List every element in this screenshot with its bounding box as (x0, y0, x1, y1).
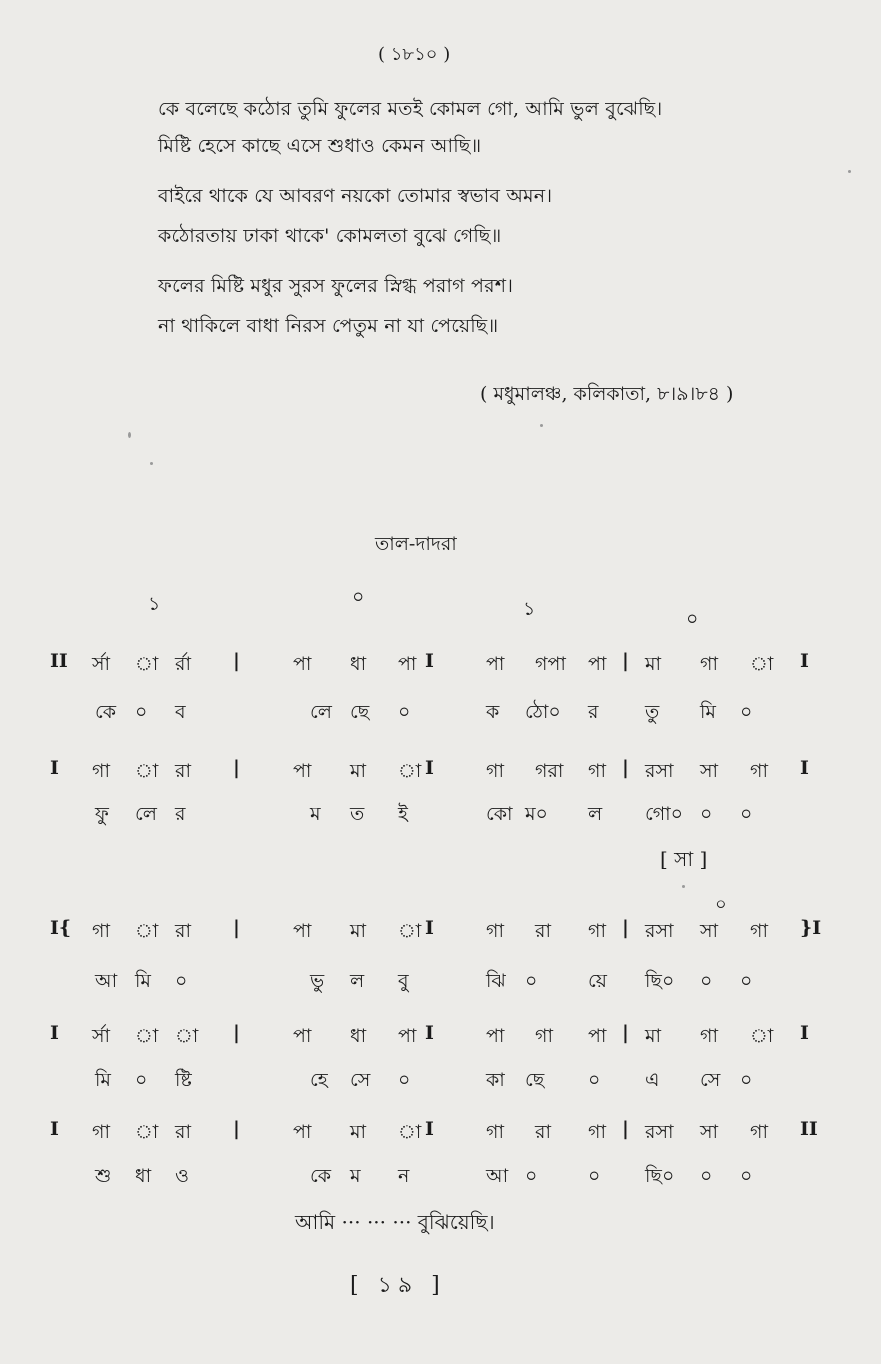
swara-note: রা (175, 1121, 191, 1143)
lyric-syllable: ০ (175, 970, 188, 992)
lyric-line-3: বাইরে থাকে যে আবরণ নয়কো তোমার স্বভাব অমন। (158, 185, 553, 207)
lyric-syllable: ল (350, 970, 365, 992)
swara-note: পা (588, 653, 607, 675)
lyric-syllable: ঠো০ (525, 701, 561, 723)
swara-note: পা (486, 653, 505, 675)
page-header: ( ১৮১০ ) (378, 44, 451, 65)
bar-line: II (50, 650, 68, 672)
lyric-syllable: ছি০ (645, 1165, 675, 1187)
alternate-beat-mark: ০ (715, 894, 727, 915)
lyric-syllable: সে (350, 1069, 371, 1091)
swara-note: রসা (645, 760, 674, 782)
lyric-syllable: ঝি (486, 970, 506, 992)
lyric-syllable: এ (645, 1069, 660, 1091)
paper-speck (848, 170, 851, 173)
swara-note: রা (535, 1121, 551, 1143)
swara-note: গা (535, 1025, 553, 1047)
swara-note: গা (700, 1025, 718, 1047)
bar-line: I (800, 757, 809, 779)
swara-note: া (750, 653, 774, 675)
lyric-syllable: ০ (740, 970, 753, 992)
bar-line: I (50, 1022, 59, 1044)
lyric-syllable-row (0, 698, 881, 728)
lyric-syllable: ০ (740, 803, 753, 825)
page-footer: [ ১৯ ] (350, 1273, 446, 1298)
lyric-syllable: গো০ (645, 803, 684, 825)
bar-line: I (425, 1022, 434, 1044)
lyric-syllable: ভু (310, 970, 325, 992)
swara-note: মা (645, 653, 662, 675)
swara-note: গরা (535, 760, 564, 782)
lyric-syllable: লে (310, 701, 332, 723)
lyric-line-5: ফলের মিষ্টি মধুর সুরস ফুলের স্নিগ্ধ পরাগ পরশ। (158, 275, 514, 297)
swara-note: পা (293, 1121, 312, 1143)
lyric-line-1: কে বলেছে কঠোর তুমি ফুলের মতই কোমল গো, আমি ভুল বুঝেছি। (158, 98, 663, 120)
swara-row (0, 917, 881, 947)
lyric-syllable: ০ (740, 701, 753, 723)
lyric-syllable: ছে (350, 701, 370, 723)
lyric-syllable: ০ (135, 1069, 148, 1091)
swara-note: রা (175, 760, 191, 782)
paper-speck (682, 885, 685, 888)
lyric-syllable: ছি০ (645, 970, 675, 992)
swara-note: রা (175, 920, 191, 942)
swara-note: মা (350, 1121, 367, 1143)
lyric-syllable: ০ (740, 1069, 753, 1091)
bar-line: | (233, 1022, 240, 1044)
bar-line: | (622, 757, 629, 779)
swara-note: ধা (350, 1025, 367, 1047)
lyric-syllable-row (0, 1162, 881, 1192)
swara-note: গা (750, 920, 768, 942)
lyric-syllable: ০ (588, 1069, 601, 1091)
beat-mark: ১ (148, 593, 161, 615)
swara-note: সা (700, 920, 719, 942)
swara-note: পা (293, 1025, 312, 1047)
lyric-syllable: আ (486, 1165, 509, 1187)
lyric-syllable: ধা (135, 1165, 152, 1187)
swara-row (0, 757, 881, 787)
lyric-syllable: ম০ (525, 803, 548, 825)
bar-line: | (622, 1118, 629, 1140)
paper-speck (150, 462, 153, 465)
bar-line: I (425, 917, 434, 939)
lyric-syllable: ০ (525, 970, 538, 992)
beat-mark: ০ (686, 608, 699, 630)
bar-line: | (233, 650, 240, 672)
swara-note: রসা (645, 920, 674, 942)
bar-line: | (622, 650, 629, 672)
swara-note: গা (486, 920, 504, 942)
bar-line: | (233, 917, 240, 939)
lyric-line-4: কঠোরতায় ঢাকা থাকে' কোমলতা বুঝে গেছি॥ (158, 225, 502, 247)
paper-speck (128, 432, 131, 438)
bar-line: I (425, 1118, 434, 1140)
lyric-syllable: মি (700, 701, 716, 723)
lyric-syllable: ০ (740, 1165, 753, 1187)
beat-mark: ১ (523, 598, 536, 620)
swara-note: া (398, 760, 422, 782)
lyric-syllable: কো (486, 803, 513, 825)
paper-speck (540, 424, 543, 427)
swara-note: মা (350, 920, 367, 942)
bar-line: | (233, 757, 240, 779)
swara-note: া (175, 1025, 199, 1047)
swara-note: া (135, 653, 159, 675)
lyric-syllable: বু (398, 970, 409, 992)
lyric-syllable: ছে (525, 1069, 545, 1091)
swara-note: পা (588, 1025, 607, 1047)
lyric-syllable: য়ে (588, 970, 607, 992)
bar-line: }I (800, 917, 822, 939)
lyric-syllable: ম (350, 1165, 361, 1187)
lyric-syllable: ল (588, 803, 603, 825)
lyric-syllable: ক (486, 701, 500, 723)
lyric-syllable: ০ (588, 1165, 601, 1187)
swara-note: গা (486, 1121, 504, 1143)
lyric-syllable: ০ (700, 970, 713, 992)
swara-note: পা (398, 653, 417, 675)
bar-line: I{ (50, 917, 72, 939)
lyric-syllable: ব (175, 701, 186, 723)
lyric-syllable: ফু (95, 803, 109, 825)
swara-note: ধা (350, 653, 367, 675)
lyric-syllable: ই (398, 803, 408, 825)
bar-line: | (622, 1022, 629, 1044)
lyric-syllable: লে (135, 803, 157, 825)
lyric-syllable: ০ (398, 701, 411, 723)
swara-note: মা (350, 760, 367, 782)
swara-note: গা (588, 1121, 606, 1143)
bar-line: | (233, 1118, 240, 1140)
swara-note: া (135, 1025, 159, 1047)
lyric-line-2: মিষ্টি হেসে কাছে এসে শুধাও কেমন আছি॥ (158, 135, 482, 157)
swara-note: মা (645, 1025, 662, 1047)
swara-row (0, 1118, 881, 1148)
lyric-syllable: ০ (700, 803, 713, 825)
swara-note: গা (588, 760, 606, 782)
swara-note: গা (700, 653, 718, 675)
lyric-syllable: সে (700, 1069, 721, 1091)
lyric-syllable: মি (95, 1069, 111, 1091)
swara-note: পা (398, 1025, 417, 1047)
lyric-syllable: শু (95, 1165, 112, 1187)
swara-note: গা (92, 760, 110, 782)
alternate-note: [ সা ] (660, 847, 708, 871)
bar-line: I (50, 757, 59, 779)
lyric-syllable: র (588, 701, 599, 723)
swara-note: সা (700, 760, 719, 782)
lyric-syllable: ষ্টি (175, 1069, 192, 1091)
tala-name: তাল-দাদরা (375, 533, 457, 555)
lyric-syllable: ত (350, 803, 365, 825)
lyric-syllable: ০ (135, 701, 148, 723)
swara-note: সা (700, 1121, 719, 1143)
lyric-syllable: ০ (398, 1069, 411, 1091)
swara-row (0, 650, 881, 680)
swara-note: র্রা (175, 653, 191, 675)
swara-note: গা (92, 1121, 110, 1143)
lyric-syllable: ০ (525, 1165, 538, 1187)
swara-note: র্সা (92, 1025, 111, 1047)
swara-note: গা (750, 1121, 768, 1143)
swara-note: পা (293, 920, 312, 942)
bar-line: I (800, 1022, 809, 1044)
source-citation: ( মধুমালঞ্চ, কলিকাতা, ৮।৯।৮৪ ) (480, 383, 734, 405)
swara-note: রসা (645, 1121, 674, 1143)
swara-note: র্সা (92, 653, 111, 675)
swara-note: া (135, 920, 159, 942)
swara-note: গা (486, 760, 504, 782)
lyric-syllable: কে (95, 701, 117, 723)
bar-line: I (425, 650, 434, 672)
lyric-syllable-row (0, 800, 881, 830)
lyric-syllable-row (0, 1066, 881, 1096)
bar-line: | (622, 917, 629, 939)
swara-note: পা (293, 653, 312, 675)
lyric-syllable: হে (310, 1069, 328, 1091)
swara-note: া (750, 1025, 774, 1047)
bar-line: II (800, 1118, 818, 1140)
bar-line: I (800, 650, 809, 672)
lyric-syllable: মি (135, 970, 151, 992)
swara-note: গপা (535, 653, 566, 675)
swara-note: পা (293, 760, 312, 782)
lyric-syllable: আ (95, 970, 118, 992)
lyric-syllable: ম (310, 803, 321, 825)
lyric-syllable: ও (175, 1165, 189, 1187)
beat-mark: ০ (352, 586, 365, 608)
swara-note: া (398, 1121, 422, 1143)
swara-note: গা (750, 760, 768, 782)
lyric-line-6: না থাকিলে বাধা নিরস পেতুম না যা পেয়েছি॥ (158, 315, 499, 337)
swara-note: রা (535, 920, 551, 942)
swara-note: পা (486, 1025, 505, 1047)
swara-row (0, 1022, 881, 1052)
swara-note: গা (588, 920, 606, 942)
closing-line: আমি ··· ··· ··· বুঝিয়েছি। (295, 1210, 495, 1234)
bar-line: I (425, 757, 434, 779)
bar-line: I (50, 1118, 59, 1140)
lyric-syllable: কা (486, 1069, 505, 1091)
swara-note: া (398, 920, 422, 942)
lyric-syllable: ন (398, 1165, 410, 1187)
lyric-syllable-row (0, 967, 881, 997)
lyric-syllable: ০ (700, 1165, 713, 1187)
swara-note: া (135, 760, 159, 782)
lyric-syllable: তু (645, 701, 660, 723)
swara-note: গা (92, 920, 110, 942)
lyric-syllable: র (175, 803, 186, 825)
lyric-syllable: কে (310, 1165, 332, 1187)
swara-note: া (135, 1121, 159, 1143)
